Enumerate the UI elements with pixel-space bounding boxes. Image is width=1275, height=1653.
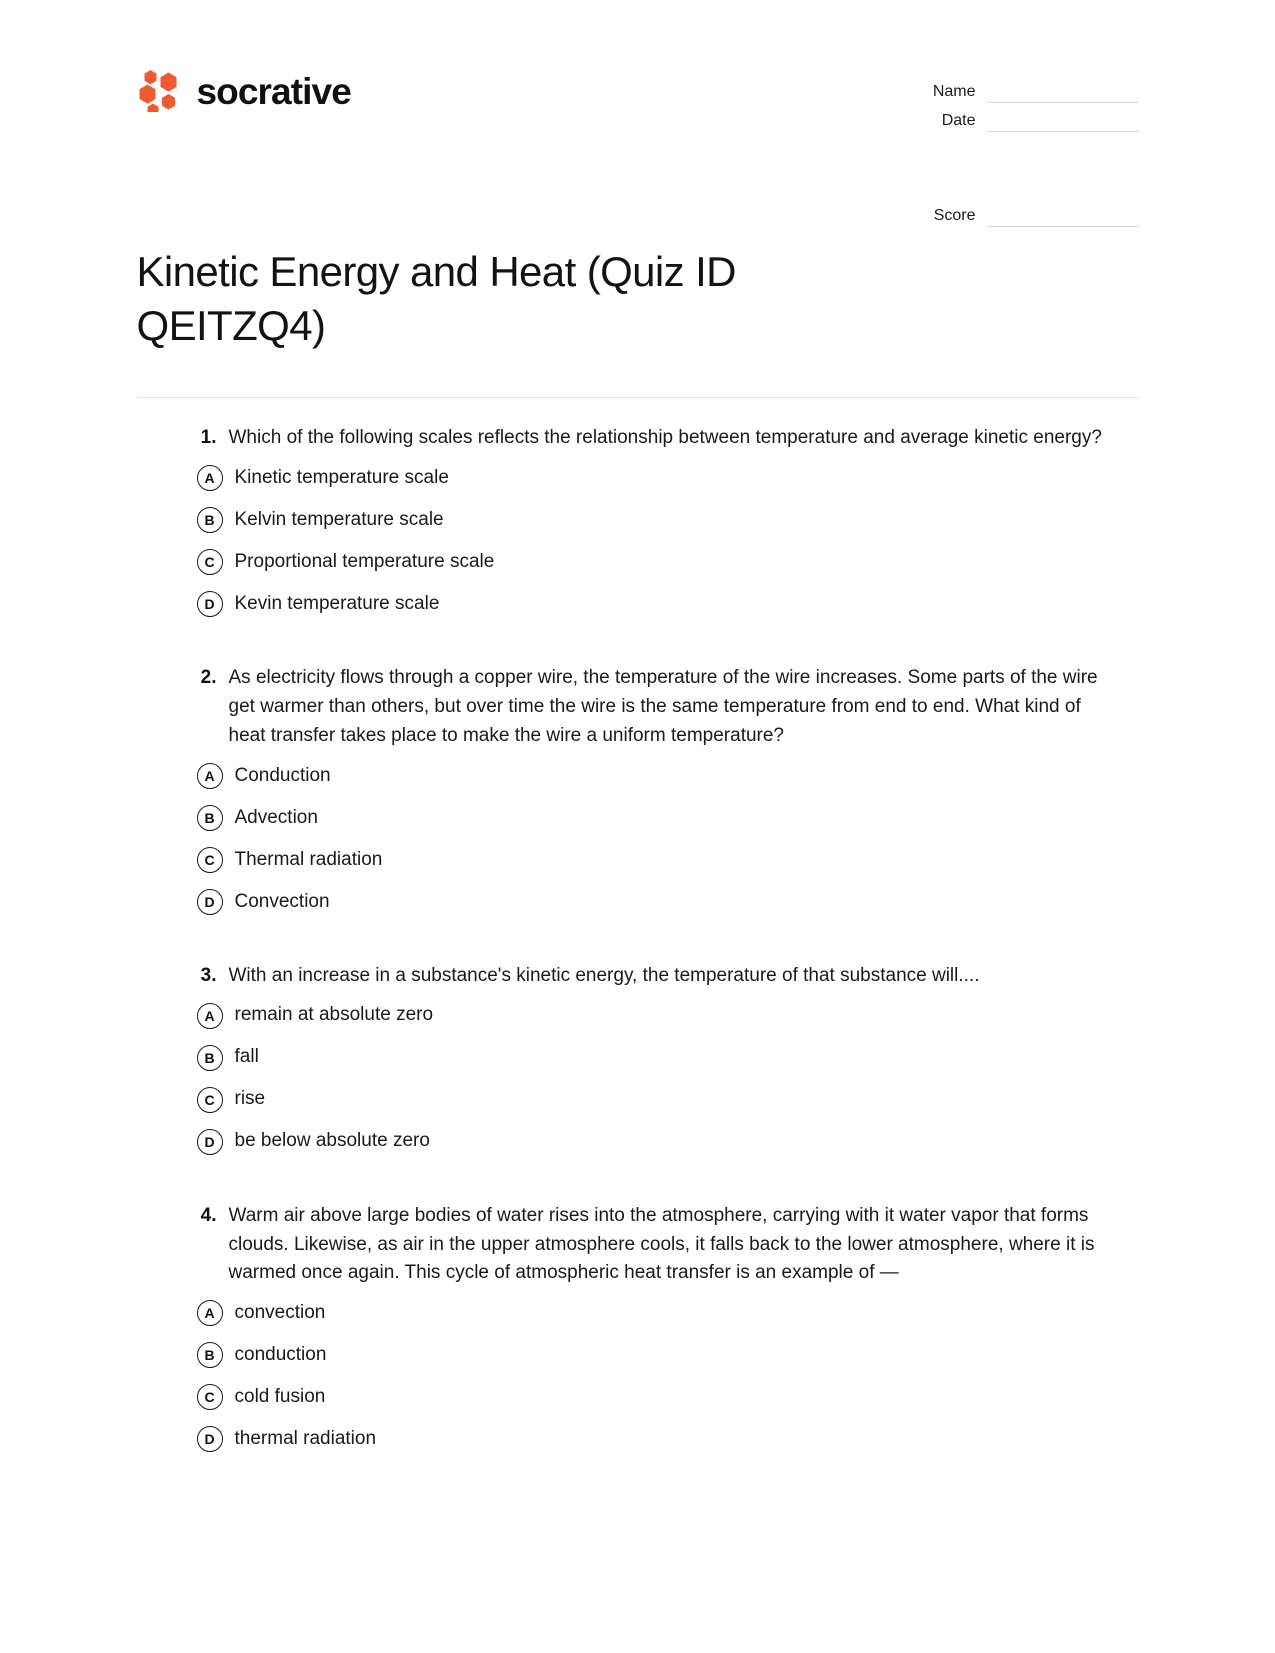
score-field-row — [907, 198, 1139, 227]
answer-option[interactable] — [197, 1426, 1139, 1452]
answer-options — [195, 1300, 1139, 1452]
answer-option[interactable] — [197, 1342, 1139, 1368]
option-letter-bubble[interactable]: A — [197, 1300, 223, 1326]
option-letter-bubble[interactable]: B — [197, 507, 223, 533]
option-text: thermal radiation — [234, 1428, 377, 1449]
option-letter-bubble[interactable]: B — [197, 805, 223, 831]
brand-name: socrative — [196, 70, 351, 112]
question-text: Warm air above large bodies of water rises into the atmosphere, carrying with it water vapor that forms clouds. Likewise, as air in the upper atmosphere cools, it falls back to the lower atmosphere, where it is warmed once again. This cycle of atmospheric heat transfer is an example of — — [228, 1204, 1095, 1284]
name-label: Name — [932, 83, 976, 100]
score-label: Score — [933, 207, 976, 224]
option-letter-bubble[interactable]: D — [197, 1129, 223, 1155]
question-item — [195, 1202, 1139, 1453]
socrative-hexagons-logo-icon — [137, 70, 183, 112]
page-content — [137, 0, 1139, 1452]
option-text: remain at absolute zero — [234, 1004, 434, 1026]
question-item — [195, 664, 1139, 915]
option-letter-bubble[interactable]: D — [197, 1426, 223, 1452]
questions-list — [137, 424, 1139, 1452]
date-label: Date — [941, 112, 976, 129]
option-text: Advection — [234, 806, 318, 828]
answer-option[interactable] — [197, 1129, 1139, 1155]
question-number: 1. — [200, 427, 217, 449]
question-text: With an increase in a substance's kinetic energy, the temperature of that substance will.... — [228, 964, 980, 986]
question-item — [195, 424, 1139, 617]
question-number: 2. — [200, 667, 217, 689]
answer-option[interactable] — [197, 847, 1139, 873]
answer-option[interactable] — [197, 1003, 1139, 1029]
option-letter-bubble[interactable]: C — [197, 1087, 223, 1113]
answer-option[interactable] — [197, 889, 1139, 915]
question-item — [195, 962, 1139, 1155]
question-text: Which of the following scales reflects the relationship between temperature and average kinetic energy? — [228, 427, 1102, 449]
answer-option[interactable] — [197, 1045, 1139, 1071]
answer-options — [195, 763, 1139, 915]
question-header — [195, 664, 1139, 751]
option-text: cold fusion — [234, 1386, 326, 1407]
option-text: Proportional temperature scale — [234, 550, 495, 572]
question-header — [195, 962, 1139, 991]
option-letter-bubble[interactable]: A — [197, 1003, 223, 1029]
brand-logo — [137, 62, 351, 112]
question-header — [195, 424, 1139, 453]
option-letter-bubble[interactable]: A — [197, 465, 223, 491]
answer-option[interactable] — [197, 1384, 1139, 1410]
name-input-line[interactable] — [987, 102, 1139, 103]
answer-option[interactable] — [197, 805, 1139, 831]
option-text: convection — [234, 1302, 326, 1323]
page-header — [137, 62, 1139, 227]
option-letter-bubble[interactable]: B — [197, 1045, 223, 1071]
option-text: Kevin temperature scale — [234, 592, 440, 614]
option-letter-bubble[interactable]: C — [197, 1384, 223, 1410]
header-divider — [137, 397, 1139, 398]
option-letter-bubble[interactable]: C — [197, 847, 223, 873]
question-header — [195, 1202, 1139, 1289]
option-letter-bubble[interactable]: D — [197, 591, 223, 617]
option-text: fall — [234, 1046, 259, 1068]
question-text: As electricity flows through a copper wire, the temperature of the wire increases. Some parts of the wire get warmer than others, but over time the wire is the same temperature from end to end. What kind of heat transfer takes place to make the wire a uniform temperature? — [228, 667, 1098, 746]
name-field-row — [907, 74, 1139, 103]
answer-option[interactable] — [197, 1300, 1139, 1326]
option-letter-bubble[interactable]: D — [197, 889, 223, 915]
option-letter-bubble[interactable]: B — [197, 1342, 223, 1368]
option-text: Convection — [234, 890, 330, 912]
answer-options — [195, 1003, 1139, 1155]
answer-option[interactable] — [197, 763, 1139, 789]
date-field-row — [907, 103, 1139, 132]
question-number: 3. — [200, 964, 217, 986]
title-block — [137, 245, 1139, 353]
answer-option[interactable] — [197, 507, 1139, 533]
answer-options — [195, 465, 1139, 617]
date-input-line[interactable] — [987, 131, 1139, 132]
option-text: conduction — [234, 1344, 327, 1365]
answer-option[interactable] — [197, 591, 1139, 617]
option-text: be below absolute zero — [234, 1130, 430, 1152]
page-title: Kinetic Energy and Heat (Quiz ID QEITZQ4) — [136, 248, 736, 350]
question-number: 4. — [200, 1204, 217, 1226]
answer-option[interactable] — [197, 549, 1139, 575]
score-input-line[interactable] — [987, 226, 1139, 227]
option-letter-bubble[interactable]: A — [197, 763, 223, 789]
student-info-fields — [907, 62, 1139, 227]
option-text: Kinetic temperature scale — [234, 466, 449, 488]
answer-option[interactable] — [197, 465, 1139, 491]
option-text: Conduction — [234, 764, 331, 786]
answer-option[interactable] — [197, 1087, 1139, 1113]
option-text: rise — [234, 1088, 266, 1110]
option-text: Thermal radiation — [234, 848, 383, 870]
option-text: Kelvin temperature scale — [234, 508, 444, 530]
option-letter-bubble[interactable]: C — [197, 549, 223, 575]
